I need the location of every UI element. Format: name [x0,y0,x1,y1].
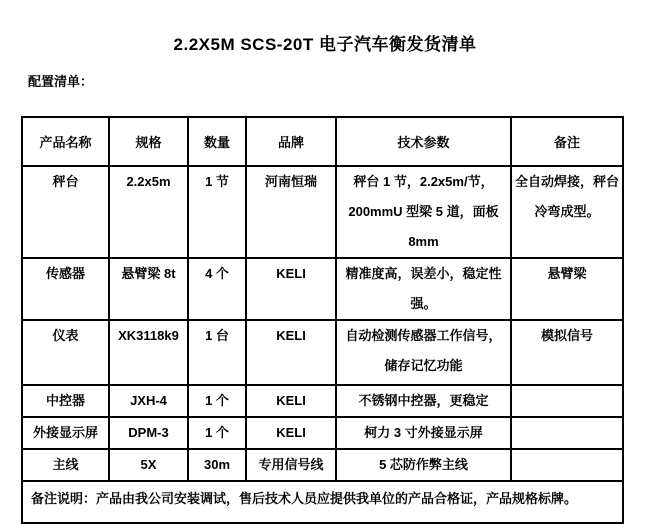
cell-tech-params: 不锈钢中控器，更稳定 [336,385,511,417]
header-quantity: 数量 [188,117,246,166]
table-row-external-display [22,417,623,449]
cell-brand: KELI [246,320,336,385]
cell-tech-params: 自动检测传感器工作信号，储存记忆功能 [336,320,511,385]
cell-remarks: 全自动焊接，秤台冷弯成型。 [511,166,623,258]
cell-spec: DPM-3 [109,417,188,449]
table-row-weighing-platform [22,166,623,258]
cell-brand: KELI [246,258,336,320]
table-row-indicator [22,320,623,385]
cell-product: 传感器 [22,258,109,320]
cell-tech-params: 柯力 3 寸外接显示屏 [336,417,511,449]
document-page [0,30,650,524]
config-table [21,116,624,524]
cell-quantity: 1 台 [188,320,246,385]
header-row [22,117,623,166]
cell-product: 中控器 [22,385,109,417]
table-row-main-cable [22,449,623,481]
cell-tech-params: 精准度高，误差小，稳定性强。 [336,258,511,320]
cell-product: 秤台 [22,166,109,258]
cell-brand: 河南恒瑞 [246,166,336,258]
cell-tech-params: 秤台 1 节，2.2x5m/节，200mmU 型梁 5 道，面板 8mm [336,166,511,258]
table-row-junction-box [22,385,623,417]
cell-spec: 2.2x5m [109,166,188,258]
page-title: 2.2X5M SCS-20T 电子汽车衡发货清单 [173,35,477,54]
cell-remarks [511,449,623,481]
cell-remarks: 模拟信号 [511,320,623,385]
footnote-row [22,481,623,523]
cell-brand: KELI [246,385,336,417]
cell-spec: 悬臂梁 8t [109,258,188,320]
cell-quantity: 1 个 [188,385,246,417]
cell-spec: JXH-4 [109,385,188,417]
table-row-sensor [22,258,623,320]
cell-spec: XK3118k9 [109,320,188,385]
cell-quantity: 1 节 [188,166,246,258]
cell-product: 主线 [22,449,109,481]
cell-product: 外接显示屏 [22,417,109,449]
cell-quantity: 4 个 [188,258,246,320]
header-product-name: 产品名称 [22,117,109,166]
cell-spec: 5X [109,449,188,481]
cell-remarks: 悬臂梁 [511,258,623,320]
header-remarks: 备注 [511,117,623,166]
header-spec: 规格 [109,117,188,166]
cell-tech-params: 5 芯防作弊主线 [336,449,511,481]
header-tech-params: 技术参数 [336,117,511,166]
cell-quantity: 30m [188,449,246,481]
cell-remarks [511,417,623,449]
header-brand: 品牌 [246,117,336,166]
cell-product: 仪表 [22,320,109,385]
cell-brand: KELI [246,417,336,449]
section-label: 配置清单： [28,74,94,89]
footnote-text: 备注说明：产品由我公司安装调试，售后技术人员应提供我单位的产品合格证，产品规格标牌。 [22,481,623,523]
cell-brand: 专用信号线 [246,449,336,481]
cell-remarks [511,385,623,417]
cell-quantity: 1 个 [188,417,246,449]
